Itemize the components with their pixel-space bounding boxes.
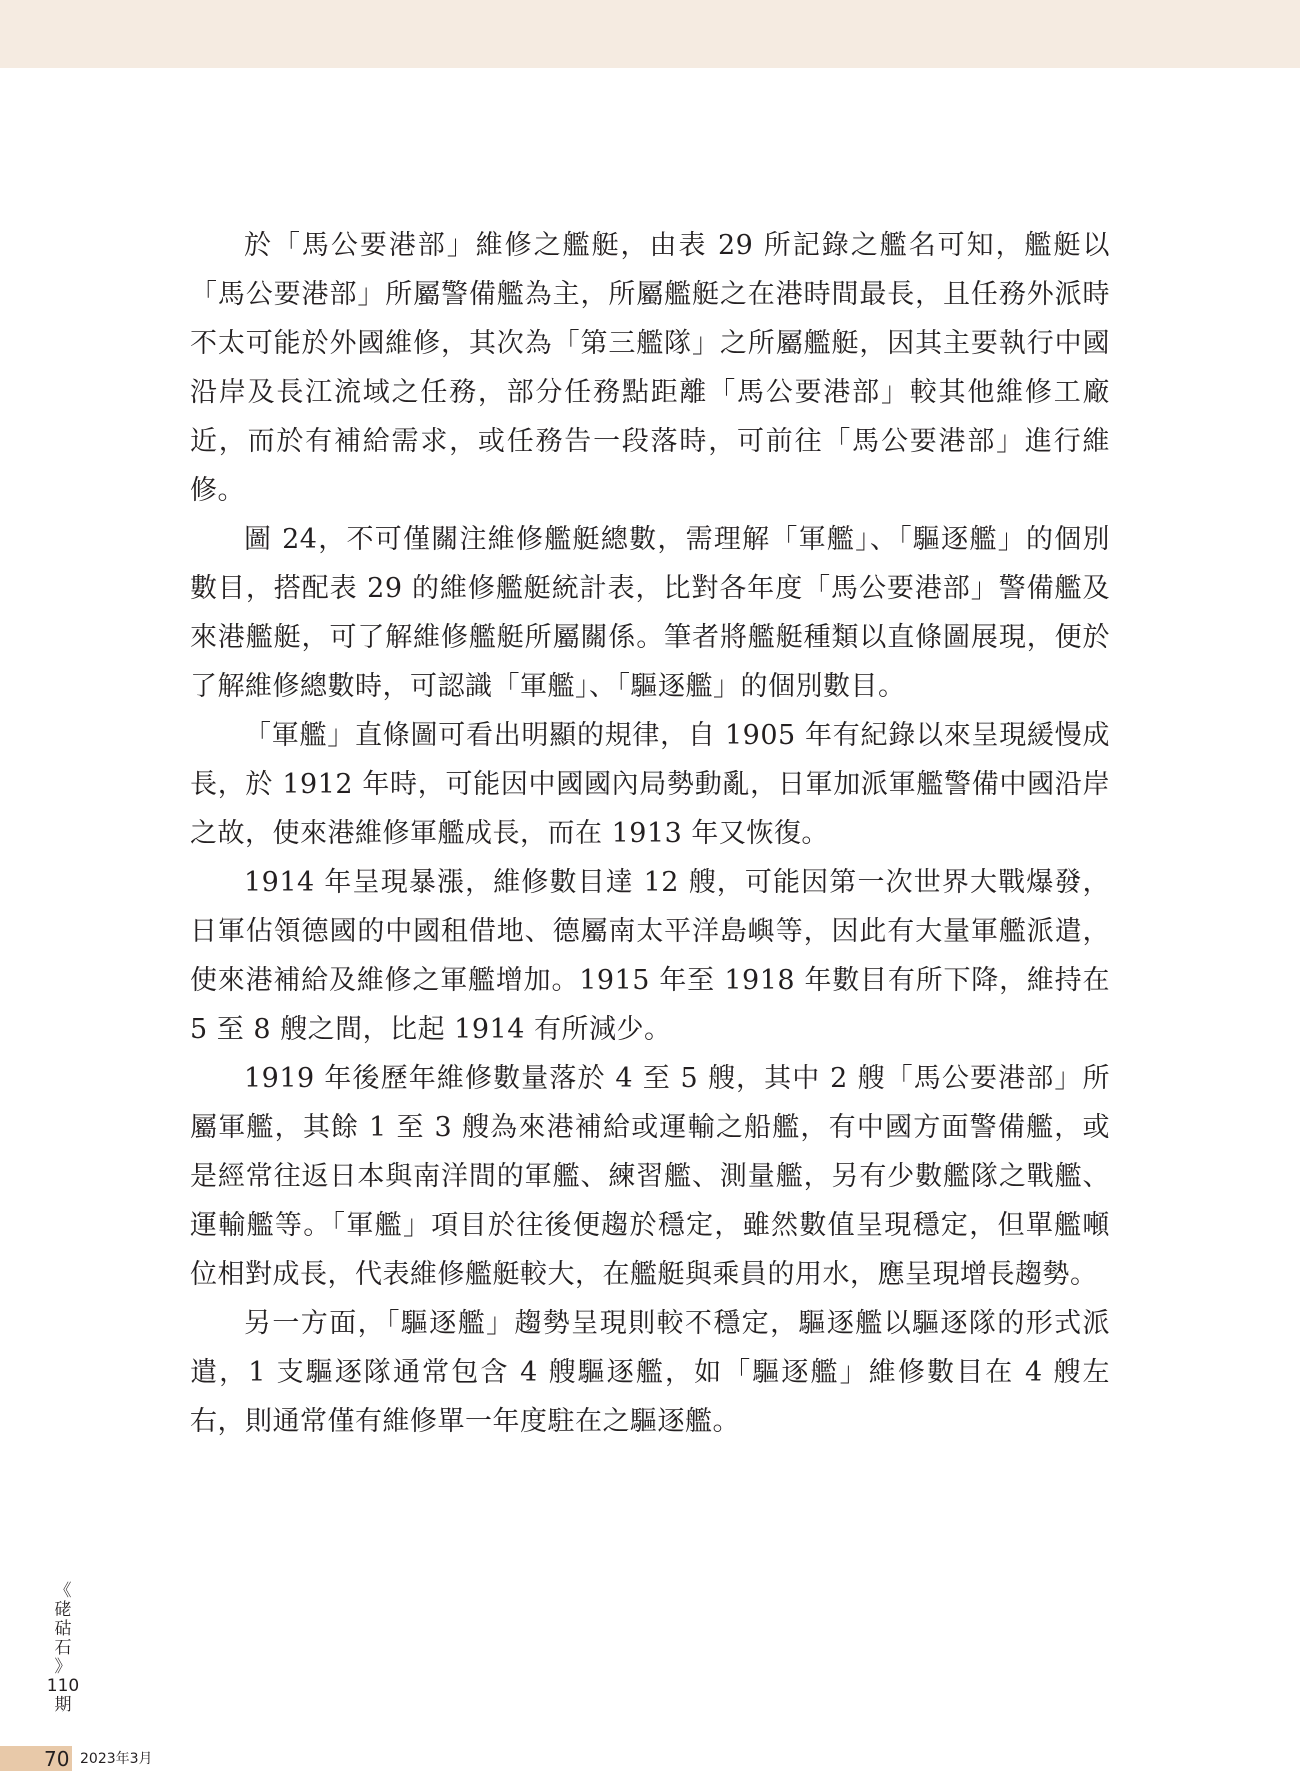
journal-issue-number: 110 bbox=[46, 1676, 80, 1696]
issue-date: 2023年3月 bbox=[80, 1751, 153, 1767]
paragraph: 1919 年後歷年維修數量落於 4 至 5 艘，其中 2 艘「馬公要港部」所屬軍艦，其餘 1 至 3 艘為來港補給或運輸之船艦，有中國方面警備艦，或是經常往返日本與南洋間的軍艦、練習艦、測量艦，另有少數艦隊之戰艦、運輸艦等。「軍艦」項目於往後便趨於穩定，雖然數值呈現穩定，但單艦噸位相對成長，代表維修艦艇較大，在艦艇與乘員的用水，應呈現增長趨勢。 bbox=[190, 1063, 1110, 1290]
journal-title-char: 《 bbox=[54, 1581, 72, 1601]
journal-title-vertical bbox=[46, 1582, 80, 1715]
journal-title-char: 石 bbox=[54, 1638, 72, 1658]
article-body bbox=[190, 221, 1110, 1446]
journal-issue-label: 期 bbox=[54, 1695, 72, 1715]
journal-title-char: 硓 bbox=[54, 1600, 72, 1620]
journal-title-char: 𥑮 bbox=[54, 1619, 72, 1639]
paragraph: 另一方面，「驅逐艦」趨勢呈現則較不穩定，驅逐艦以驅逐隊的形式派遣，1 支驅逐隊通常包含 4 艘驅逐艦，如「驅逐艦」維修數目在 4 艘左右，則通常僅有維修單一年度駐在之驅逐艦。 bbox=[190, 1308, 1110, 1437]
paragraph: 「軍艦」直條圖可看出明顯的規律，自 1905 年有紀錄以來呈現緩慢成長，於 1912 年時，可能因中國國內局勢動亂，日軍加派軍艦警備中國沿岸之故，使來港維修軍艦成長，而在 1913 年又恢復。 bbox=[190, 720, 1110, 849]
top-decorative-band bbox=[0, 0, 1300, 68]
paragraph: 於「馬公要港部」維修之艦艇，由表 29 所記錄之艦名可知，艦艇以「馬公要港部」所屬警備艦為主，所屬艦艇之在港時間最長，且任務外派時不太可能於外國維修，其次為「第三艦隊」之所屬艦艇，因其主要執行中國沿岸及長江流域之任務，部分任務點距離「馬公要港部」較其他維修工廠近，而於有補給需求，或任務告一段落時，可前往「馬公要港部」進行維修。 bbox=[190, 230, 1110, 506]
paragraph: 圖 24，不可僅關注維修艦艇總數，需理解「軍艦」、「驅逐艦」的個別數目，搭配表 29 的維修艦艇統計表，比對各年度「馬公要港部」警備艦及來港艦艇，可了解維修艦艇所屬關係。筆者將艦艇種類以直條圖展現，便於了解維修總數時，可認識「軍艦」、「驅逐艦」的個別數目。 bbox=[190, 524, 1110, 702]
journal-title-char: 》 bbox=[54, 1657, 72, 1677]
paragraph: 1914 年呈現暴漲，維修數目達 12 艘，可能因第一次世界大戰爆發，日軍佔領德國的中國租借地、德屬南太平洋島嶼等，因此有大量軍艦派遣，使來港補給及維修之軍艦增加。1915 年至 1918 年數目有所下降，維持在 5 至 8 艘之間，比起 1914 有所減少。 bbox=[190, 867, 1110, 1045]
page-number: 70 bbox=[44, 1747, 70, 1771]
